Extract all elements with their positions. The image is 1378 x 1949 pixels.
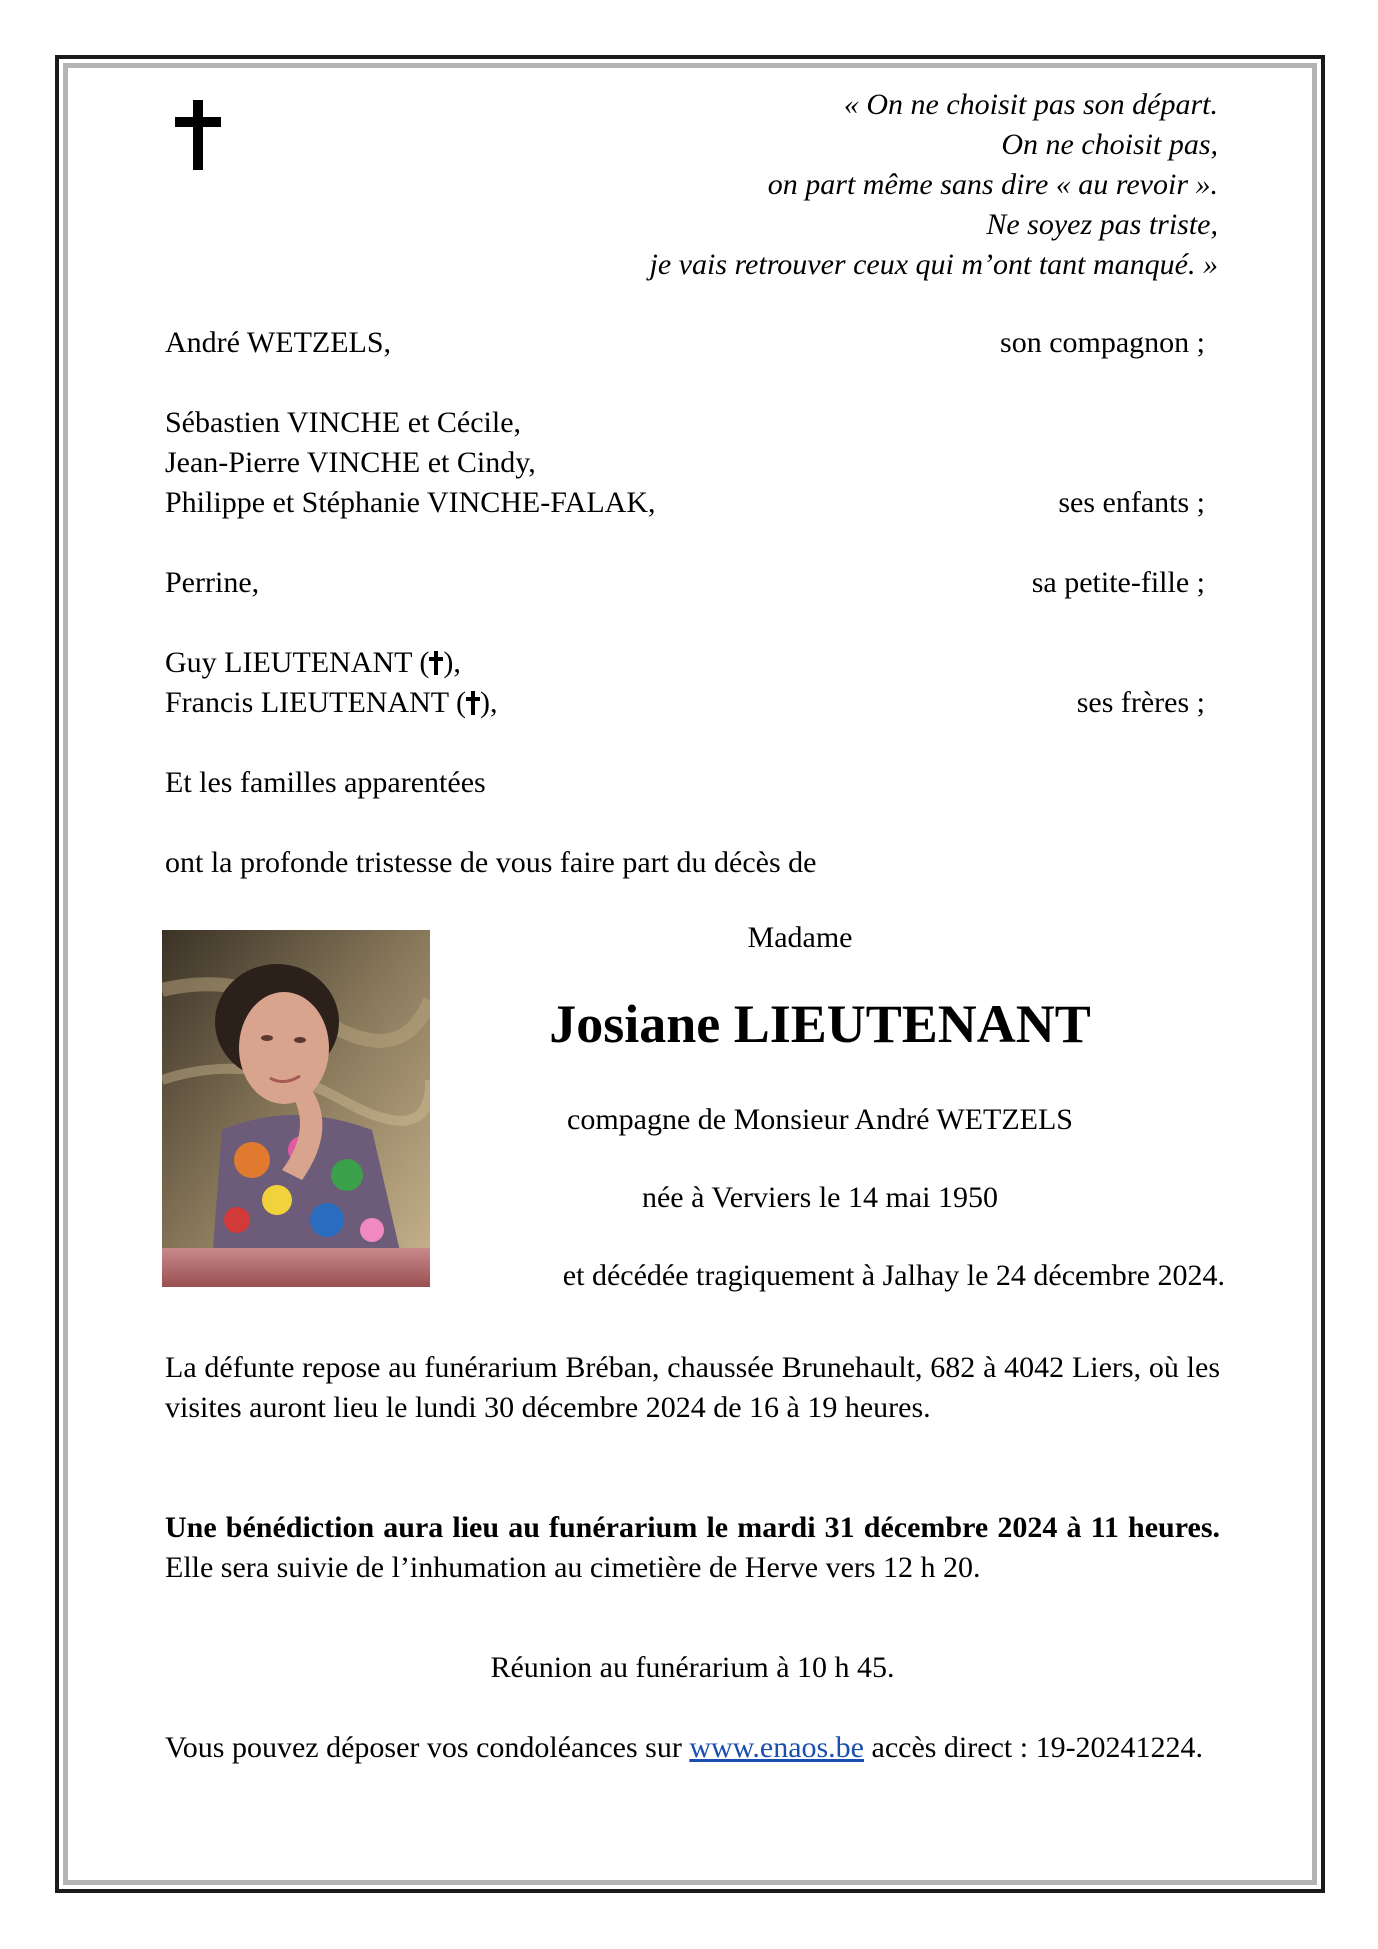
child-name: Sébastien VINCHE et Cécile,	[165, 406, 522, 439]
granddaughter-relation: sa petite-fille ;	[1031, 566, 1205, 599]
companion-row	[165, 323, 1205, 363]
children-row	[165, 403, 1205, 523]
announcement-line: ont la profonde tristesse de vous faire part du décès de	[165, 846, 817, 879]
children-relation: ses enfants ;	[1058, 486, 1205, 519]
ceremony-bold: Une bénédiction aura lieu au funérarium le mardi 31 décembre 2024 à 11 heures.	[165, 1511, 1220, 1544]
companion-name: André WETZELS,	[165, 326, 392, 359]
poem-line: « On ne choisit pas son départ.	[843, 88, 1218, 121]
poem-line: on part même sans dire « au revoir ».	[767, 168, 1218, 201]
families-line: Et les familles apparentées	[165, 766, 486, 799]
cross-icon	[429, 651, 443, 675]
birth-line: née à Verviers le 14 mai 1950	[641, 1181, 998, 1214]
deceased-title: Madame	[747, 921, 853, 954]
poem-line: je vais retrouver ceux qui m’ont tant manqué. »	[649, 248, 1218, 281]
enaos-link[interactable]: www.enaos.be	[689, 1731, 864, 1764]
poem-line: On ne choisit pas,	[1001, 128, 1218, 161]
child-name: Jean-Pierre VINCHE et Cindy,	[165, 446, 536, 479]
poem	[650, 85, 1218, 285]
child-name: Philippe et Stéphanie VINCHE-FALAK,	[165, 486, 656, 519]
brother-guy: Guy LIEUTENANT ( ),	[165, 646, 461, 679]
visits-paragraph: La défunte repose au funérarium Bréban, chaussée Brunehault, 682 à 4042 Liers, où les visites auront lieu le lundi 30 décembre 2024 de 16 à 19 heures.	[165, 1351, 1220, 1424]
portrait-photo	[162, 930, 430, 1287]
brothers-relation: ses frères ;	[1076, 686, 1205, 719]
brothers-row	[165, 643, 1205, 723]
brother-francis: Francis LIEUTENANT ( ),	[165, 686, 498, 719]
granddaughter-row	[165, 563, 1205, 603]
companion-line: compagne de Monsieur André WETZELS	[567, 1103, 1073, 1136]
meeting-line: Réunion au funérarium à 10 h 45.	[490, 1651, 895, 1684]
cross-icon	[466, 691, 480, 715]
death-line: et décédée tragiquement à Jalhay le 24 décembre 2024.	[562, 1259, 1225, 1292]
ceremony-paragraph	[165, 1508, 1220, 1588]
granddaughter-name: Perrine,	[165, 566, 260, 599]
ceremony-rest: Elle sera suivie de l’inhumation au cimetière de Herve vers 12 h 20.	[165, 1551, 981, 1584]
cross-icon	[172, 100, 224, 170]
deceased-name: Josiane LIEUTENANT	[549, 994, 1091, 1054]
poem-line: Ne soyez pas triste,	[986, 208, 1218, 241]
companion-relation: son compagnon ;	[1000, 326, 1205, 359]
condolences-paragraph: Vous pouvez déposer vos condoléances sur www.enaos.be accès direct : 19-20241224.	[165, 1731, 1204, 1764]
